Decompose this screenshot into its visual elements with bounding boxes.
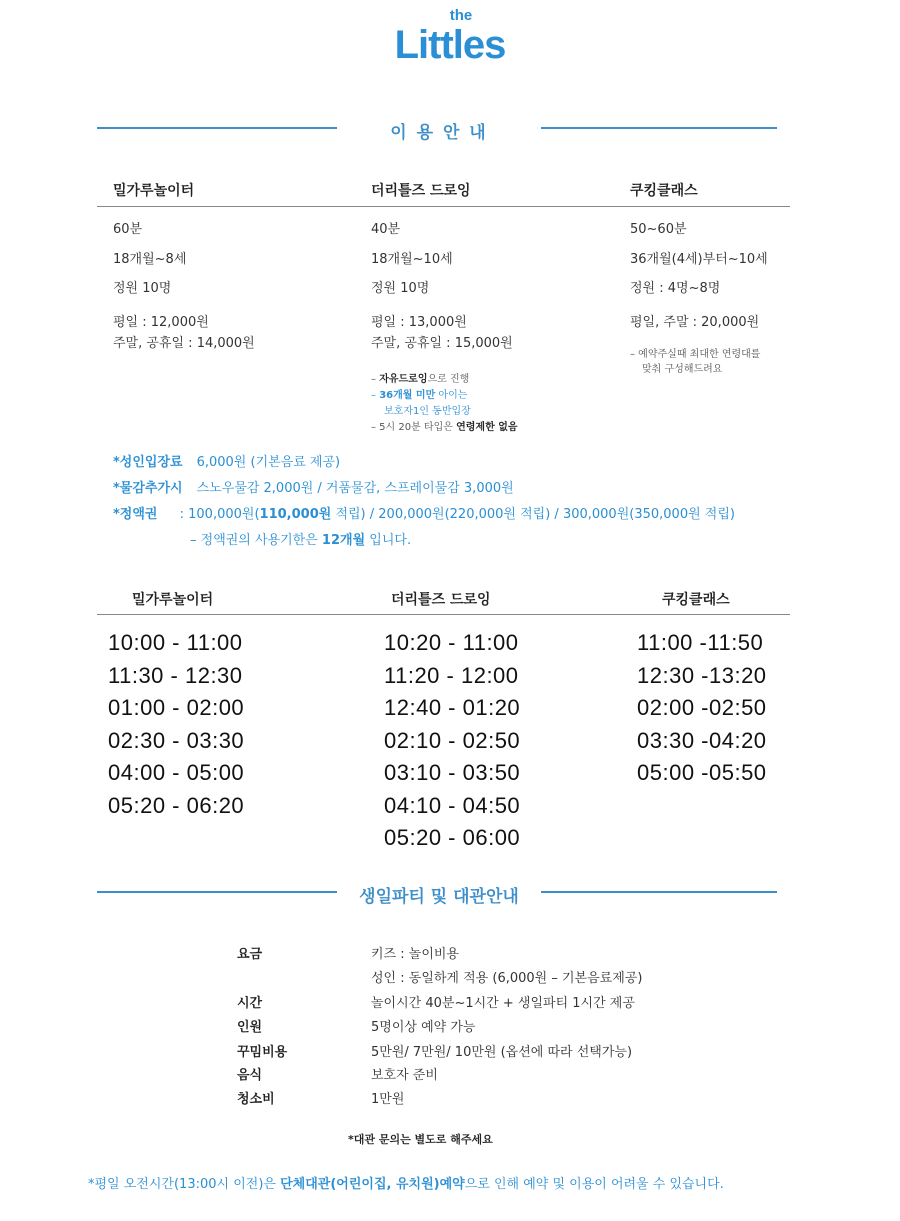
usage-col-head-cooking: 쿠킹클래스 bbox=[630, 183, 698, 199]
time-slot: 11:20 - 12:00 bbox=[384, 662, 519, 688]
usage-title: 이 용 안 내 bbox=[390, 123, 488, 143]
party-value-time: 놀이시간 40분~1시간 + 생일파티 1시간 제공 bbox=[371, 996, 635, 1011]
flour-weekday-price: 평일 : 12,000원 bbox=[113, 315, 209, 330]
drawing-note-1: – 자유드로잉으로 진행 bbox=[371, 374, 470, 385]
time-slot: 03:30 -04:20 bbox=[637, 727, 767, 753]
cooking-age: 36개월(4세)부터~10세 bbox=[630, 252, 768, 267]
time-slot: 05:20 - 06:00 bbox=[384, 825, 521, 850]
divider-left bbox=[97, 127, 337, 129]
usage-col-head-drawing: 더리틀즈 드로잉 bbox=[371, 183, 471, 199]
cooking-duration: 50~60분 bbox=[630, 222, 687, 237]
schedule-col-cooking bbox=[637, 630, 767, 793]
logo-the: the bbox=[449, 7, 473, 24]
party-value-fee-adult: 성인 : 동일하게 적용 (6,000원 – 기본음료제공) bbox=[371, 971, 643, 986]
party-label-time: 시간 bbox=[237, 996, 263, 1011]
time-slot: 04:00 - 05:00 bbox=[108, 760, 245, 785]
time-slot: 12:40 - 01:20 bbox=[384, 695, 521, 720]
party-label-food: 음식 bbox=[237, 1068, 263, 1083]
time-slot: 04:10 - 04:50 bbox=[384, 792, 521, 818]
time-slot: 12:30 -13:20 bbox=[637, 662, 767, 688]
drawing-note-4: – 5시 20분 타입은 연령제한 없음 bbox=[371, 422, 518, 433]
time-slot: 03:10 - 03:50 bbox=[384, 760, 521, 785]
party-value-decor: 5만원/ 7만원/ 10만원 (옵션에 따라 선택가능) bbox=[371, 1045, 633, 1060]
party-label-decor: 꾸밈비용 bbox=[237, 1045, 288, 1060]
party-value-people: 5명이상 예약 가능 bbox=[371, 1020, 476, 1035]
drawing-capacity: 정원 10명 bbox=[371, 281, 430, 296]
flour-age: 18개월~8세 bbox=[113, 252, 187, 267]
time-slot: 10:00 - 11:00 bbox=[108, 630, 243, 655]
party-label-fee: 요금 bbox=[237, 947, 263, 962]
schedule-col-head-drawing: 더리틀즈 드로잉 bbox=[391, 592, 491, 608]
party-value-food: 보호자 준비 bbox=[371, 1068, 438, 1083]
flour-capacity: 정원 10명 bbox=[113, 281, 172, 296]
adult-fee-row: *성인입장료 6,000원 (기본음료 제공) bbox=[113, 455, 341, 470]
time-slot: 02:10 - 02:50 bbox=[384, 727, 521, 753]
time-slot: 11:30 - 12:30 bbox=[108, 662, 243, 688]
cooking-capacity: 정원 : 4명~8명 bbox=[630, 281, 721, 296]
time-slot: 02:00 -02:50 bbox=[637, 695, 767, 720]
flour-weekend-price: 주말, 공휴일 : 14,000원 bbox=[113, 336, 255, 351]
drawing-note-3: 보호자1인 동반입장 bbox=[384, 406, 471, 417]
usage-header-line bbox=[97, 206, 790, 207]
schedule-col-head-flour: 밀가루놀이터 bbox=[132, 592, 214, 608]
cooking-price: 평일, 주말 : 20,000원 bbox=[630, 315, 760, 330]
schedule-header-line bbox=[97, 614, 790, 615]
schedule-col-head-cooking: 쿠킹클래스 bbox=[662, 592, 730, 608]
cooking-note-1: – 예약주실때 최대한 연령대를 bbox=[630, 349, 761, 360]
party-value-fee-kids: 키즈 : 놀이비용 bbox=[371, 947, 459, 962]
party-divider-right bbox=[541, 891, 777, 893]
party-divider-left bbox=[97, 891, 337, 893]
time-slot: 01:00 - 02:00 bbox=[108, 695, 245, 720]
weekday-morning-notice: *평일 오전시간(13:00시 이전)은 단체대관(어린이집, 유치원)예약으로 인해 예약 및 이용이 어려울 수 있습니다. bbox=[88, 1177, 724, 1192]
flour-duration: 60분 bbox=[113, 222, 143, 237]
time-slot: 05:00 -05:50 bbox=[637, 760, 767, 785]
drawing-weekday-price: 평일 : 13,000원 bbox=[371, 315, 467, 330]
usage-col-head-flour: 밀가루놀이터 bbox=[113, 183, 195, 199]
drawing-age: 18개월~10세 bbox=[371, 252, 453, 267]
paint-fee-row: *물감추가시 스노우물감 2,000원 / 거품물감, 스프레이물감 3,000원 bbox=[113, 481, 514, 496]
party-label-people: 인원 bbox=[237, 1020, 263, 1035]
schedule-col-drawing bbox=[384, 630, 520, 858]
divider-right bbox=[541, 127, 777, 129]
time-slot: 11:00 -11:50 bbox=[637, 630, 764, 655]
drawing-note-2: – 36개월 미만 아이는 bbox=[371, 390, 468, 401]
brand-logo bbox=[388, 8, 512, 74]
party-title: 생일파티 및 대관안내 bbox=[359, 887, 519, 907]
pass-note: – 정액권의 사용기한은 12개월 입니다. bbox=[190, 533, 412, 548]
pass-row: *정액권 : 100,000원(110,000원 적립) / 200,000원(220,000원 적립) / 300,000원(350,000원 적립) bbox=[113, 507, 735, 522]
time-slot: 05:20 - 06:20 bbox=[108, 792, 245, 818]
drawing-weekend-price: 주말, 공휴일 : 15,000원 bbox=[371, 336, 513, 351]
rental-footnote: *대관 문의는 별도로 해주세요 bbox=[348, 1133, 493, 1146]
cooking-note-2: 맞춰 구성해드려요 bbox=[642, 364, 723, 375]
time-slot: 10:20 - 11:00 bbox=[384, 630, 519, 655]
time-slot: 02:30 - 03:30 bbox=[108, 727, 245, 753]
party-label-cleaning: 청소비 bbox=[237, 1092, 275, 1107]
schedule-col-flour bbox=[108, 630, 244, 825]
logo-name: Littles bbox=[394, 23, 506, 67]
drawing-duration: 40분 bbox=[371, 222, 401, 237]
party-value-cleaning: 1만원 bbox=[371, 1092, 405, 1107]
